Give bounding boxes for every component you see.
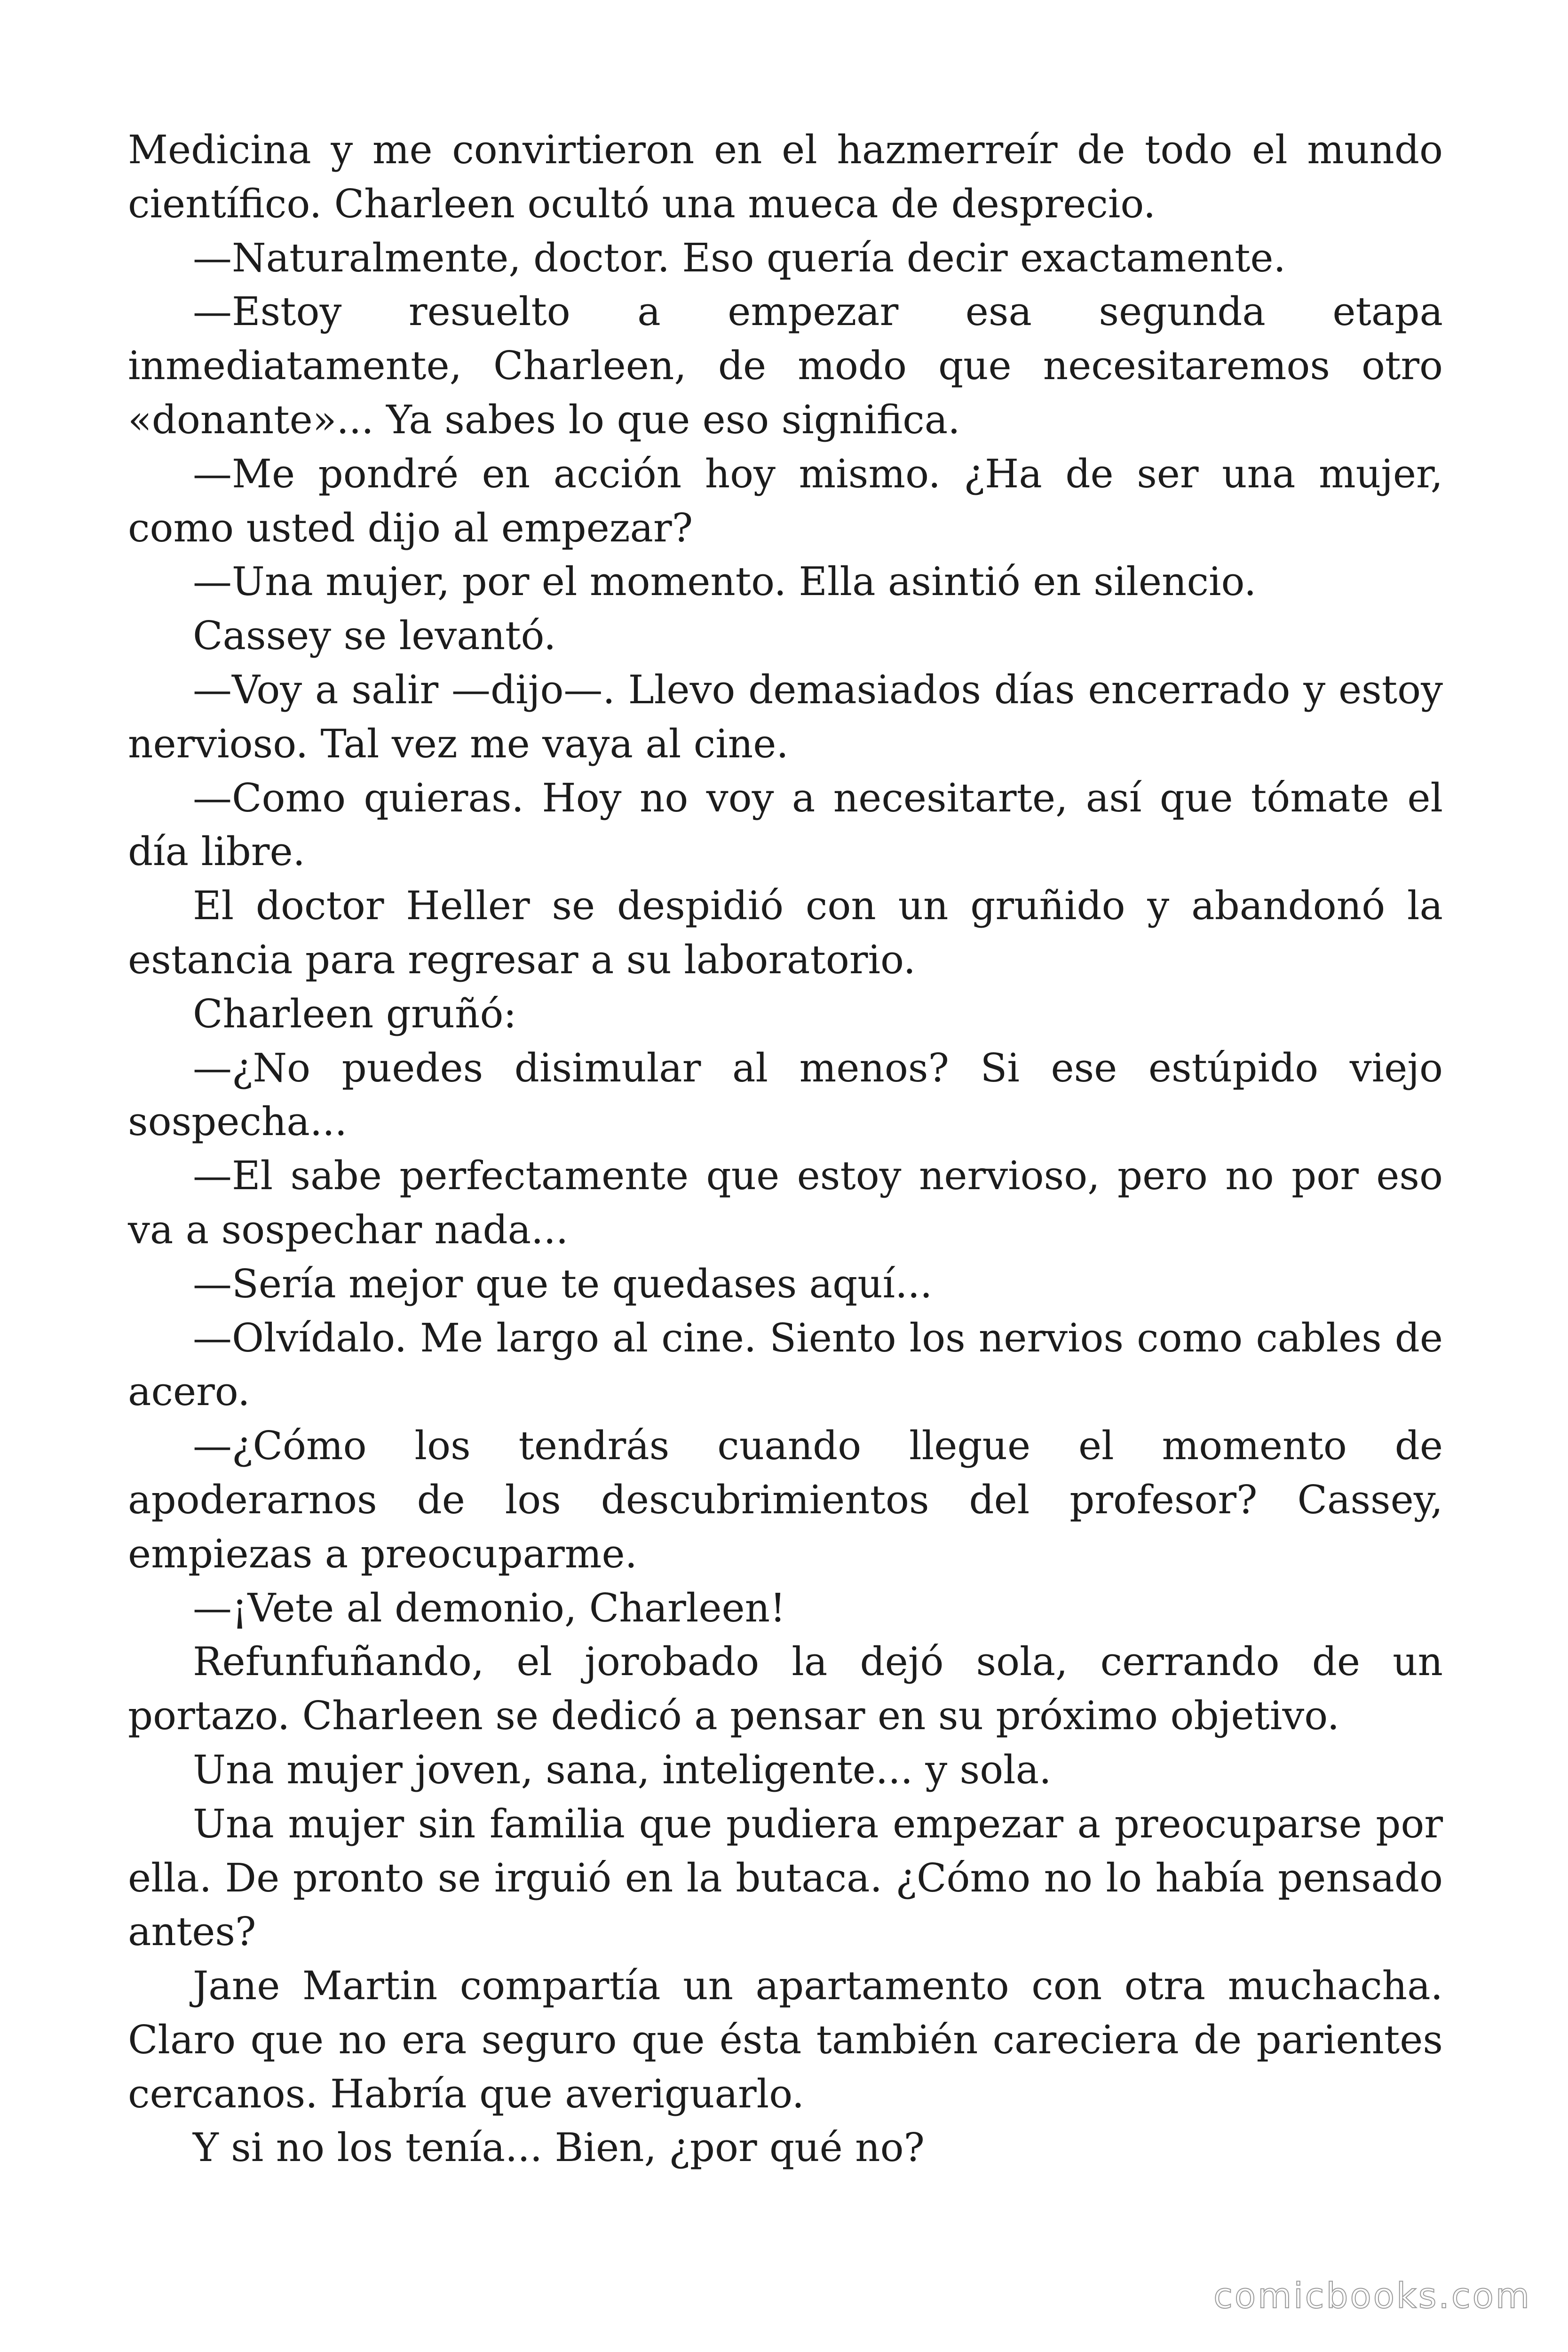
paragraph-1: Medicina y me convirtieron en el hazmerreír de todo el mundo científico. Charleen ocultó una mueca de desprecio. [128,127,1443,227]
paragraph-19: Una mujer sin familia que pudiera empezar a preocuparse por ella. De pronto se irguió en la butaca. ¿Cómo no lo había pensado antes? [128,1801,1443,1955]
paragraph-5: —Una mujer, por el momento. Ella asintió en silencio. [193,559,1257,605]
paragraph-12: —El sabe perfectamente que estoy nervioso, pero no por eso va a sospechar nada... [128,1153,1443,1253]
paragraph-8: —Como quieras. Hoy no voy a necesitarte, así que tómate el día libre. [128,775,1443,875]
body-text [128,123,1443,2175]
paragraph-17: Refunfuñando, el jorobado la dejó sola, cerrando de un portazo. Charleen se dedicó a pensar en su próximo objetivo. [128,1639,1443,1739]
paragraph-9: El doctor Heller se despidió con un gruñido y abandonó la estancia para regresar a su laboratorio. [128,883,1443,983]
paragraph-21: Y si no los tenía... Bien, ¿por qué no? [193,2125,925,2171]
watermark: comicbooks.com [1213,2276,1531,2316]
paragraph-10: Charleen gruñó: [193,991,517,1037]
paragraph-11: —¿No puedes disimular al menos? Si ese estúpido viejo sospecha... [128,1045,1443,1145]
paragraph-20: Jane Martin compartía un apartamento con otra muchacha. Claro que no era seguro que ésta también careciera de parientes cercanos. Habría que averiguarlo. [128,1963,1443,2117]
paragraph-14: —Olvídalo. Me largo al cine. Siento los nervios como cables de acero. [128,1315,1443,1415]
paragraph-7: —Voy a salir —dijo—. Llevo demasiados días encerrado y estoy nervioso. Tal vez me vaya al cine. [128,667,1443,767]
paragraph-13: —Sería mejor que te quedases aquí... [193,1261,933,1307]
paragraph-2: —Naturalmente, doctor. Eso quería decir exactamente. [193,235,1286,281]
paragraph-4: —Me pondré en acción hoy mismo. ¿Ha de ser una mujer, como usted dijo al empezar? [128,451,1443,551]
paragraph-16: —¡Vete al demonio, Charleen! [193,1585,786,1631]
paragraph-3: —Estoy resuelto a empezar esa segunda etapa inmediatamente, Charleen, de modo que necesitaremos otro «donante»... Ya sabes lo que eso significa. [128,289,1443,443]
paragraph-6: Cassey se levantó. [193,613,556,659]
paragraph-18: Una mujer joven, sana, inteligente... y sola. [193,1747,1052,1793]
paragraph-15: —¿Cómo los tendrás cuando llegue el momento de apoderarnos de los descubrimientos del profesor? Cassey, empiezas a preocuparme. [128,1423,1443,1577]
